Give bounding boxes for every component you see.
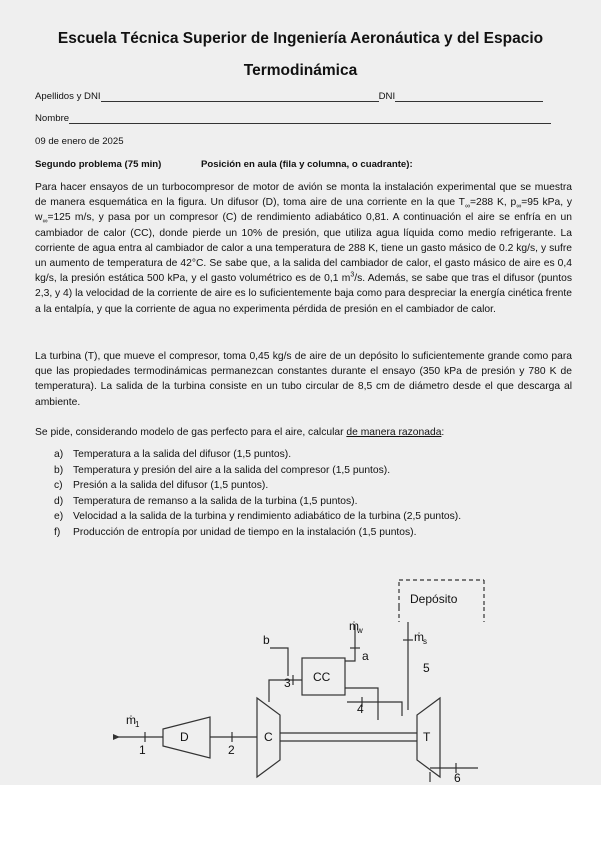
mdot-s-sub: s (423, 637, 427, 646)
inf-subscript: ∞ (464, 203, 470, 211)
question-item: b) Temperatura y presión del aire a la salida del compresor (1,5 puntos). (54, 464, 391, 476)
p1-text-e: /s. Además, se sabe que tras el difusor (puntos 2,3, y 4) la velocidad de la corriente de aire es lo suficientemente baja como para despreciar la energía cinética frente a la entalpía, y que la corriente de agua no experimenta pérdida de presión en el cambiador de calor. (35, 273, 572, 315)
p1-text-b: =288 K, p (469, 197, 517, 209)
compressor-label: C (264, 730, 273, 744)
deposit-label: Depósito (410, 592, 458, 606)
surname-label: Apellidos y DNI (35, 91, 101, 102)
diffuser-label: D (180, 730, 189, 744)
point-6-label: 6 (454, 771, 461, 785)
problem-heading: Segundo problema (75 min) (35, 159, 162, 170)
question-item: d) Temperatura de remanso a la salida de la turbina (1,5 puntos). (54, 495, 358, 507)
p1-text-a: Para hacer ensayos de un turbocompresor de motor de avión se monta la instalación experimental que se muestra de manera esquemática en la figura. Un difusor (D), toma aire de una corriente en la que T (35, 182, 572, 209)
question-item: e) Velocidad a la salida de la turbina y rendimiento adiabático de la turbina (2,5 puntos). (54, 511, 462, 523)
p3-underlined: de manera razonada (346, 427, 442, 438)
inf-subscript: ∞ (516, 203, 522, 211)
mdot-1-sub: 1 (135, 720, 140, 729)
p1-text-d: =125 m/s, y pasa por un compresor (C) de rendimiento adiabático 0,81. A continuación el aire se enfría en un cambiador de calor (CC), donde pierde un 10% de presión, que utiliza agua líquida como medio refrigerante. La corriente de agua entra al cambiador de calor a una temperatura de 288 K, tiene un gasto másico de 0.2 kg/s, y sufre un aumento de temperatura de 42°C. Se sabe que, a la salida del cambiador de calor, el gasto másico de aire es 0,4 kg/s, la presión estática 500 kPa, y el gasto volumétrico es de 0,1 m (35, 212, 572, 285)
question-item: c) Presión a la salida del difusor (1,5 puntos). (54, 480, 269, 492)
cc-label: CC (313, 670, 331, 684)
point-2-label: 2 (228, 743, 235, 757)
question-item: a) Temperatura a la salida del difusor (1,5 puntos). (54, 449, 292, 460)
exam-date: 09 de enero de 2025 (35, 136, 124, 147)
p1-text-c: =95 kPa, y w (35, 197, 572, 224)
mdot-1-label: ṁ (126, 713, 136, 727)
point-5-label: 5 (423, 661, 430, 675)
school-title: Escuela Técnica Superior de Ingeniería Aeronáutica y del Espacio (57, 30, 544, 47)
classroom-position: Posición en aula (fila y columna, o cuadrante): (201, 159, 413, 170)
p3-text-a: Se pide, considerando modelo de gas perfecto para el aire, calcular (35, 427, 347, 438)
subject-title: Termodinámica (243, 62, 358, 79)
cube-superscript: 3 (350, 271, 355, 279)
mdot-s-label: ṁ (414, 630, 424, 644)
point-3-label: 3 (284, 676, 291, 690)
paragraph-2: La turbina (T), que mueve el compresor, toma 0,45 kg/s de aire de un depósito lo suficientemente grande como para que las propiedades termodinámicas permanezcan constantes durante el ensayo (350 kPa de presión y 780 K de temperatura). La salida de la turbina consiste en un tubo circular de 8,5 cm de diámetro desde el que descarga al ambiente. (35, 351, 572, 408)
mdot-water-label: ṁ (349, 619, 359, 633)
inf-subscript: ∞ (42, 218, 48, 226)
turbine-label: T (423, 730, 431, 744)
point-4-label: 4 (357, 702, 364, 716)
water-out-label: a (362, 649, 369, 663)
water-in-label: b (263, 633, 270, 647)
question-item: f) Producción de entropía por unidad de tiempo en la instalación (1,5 puntos). (54, 526, 417, 538)
p3-colon: : (441, 427, 445, 438)
dni-label: DNI (378, 91, 396, 102)
name-label: Nombre (35, 113, 70, 124)
mdot-water-sub: w (357, 626, 363, 635)
point-1-label: 1 (139, 743, 146, 757)
